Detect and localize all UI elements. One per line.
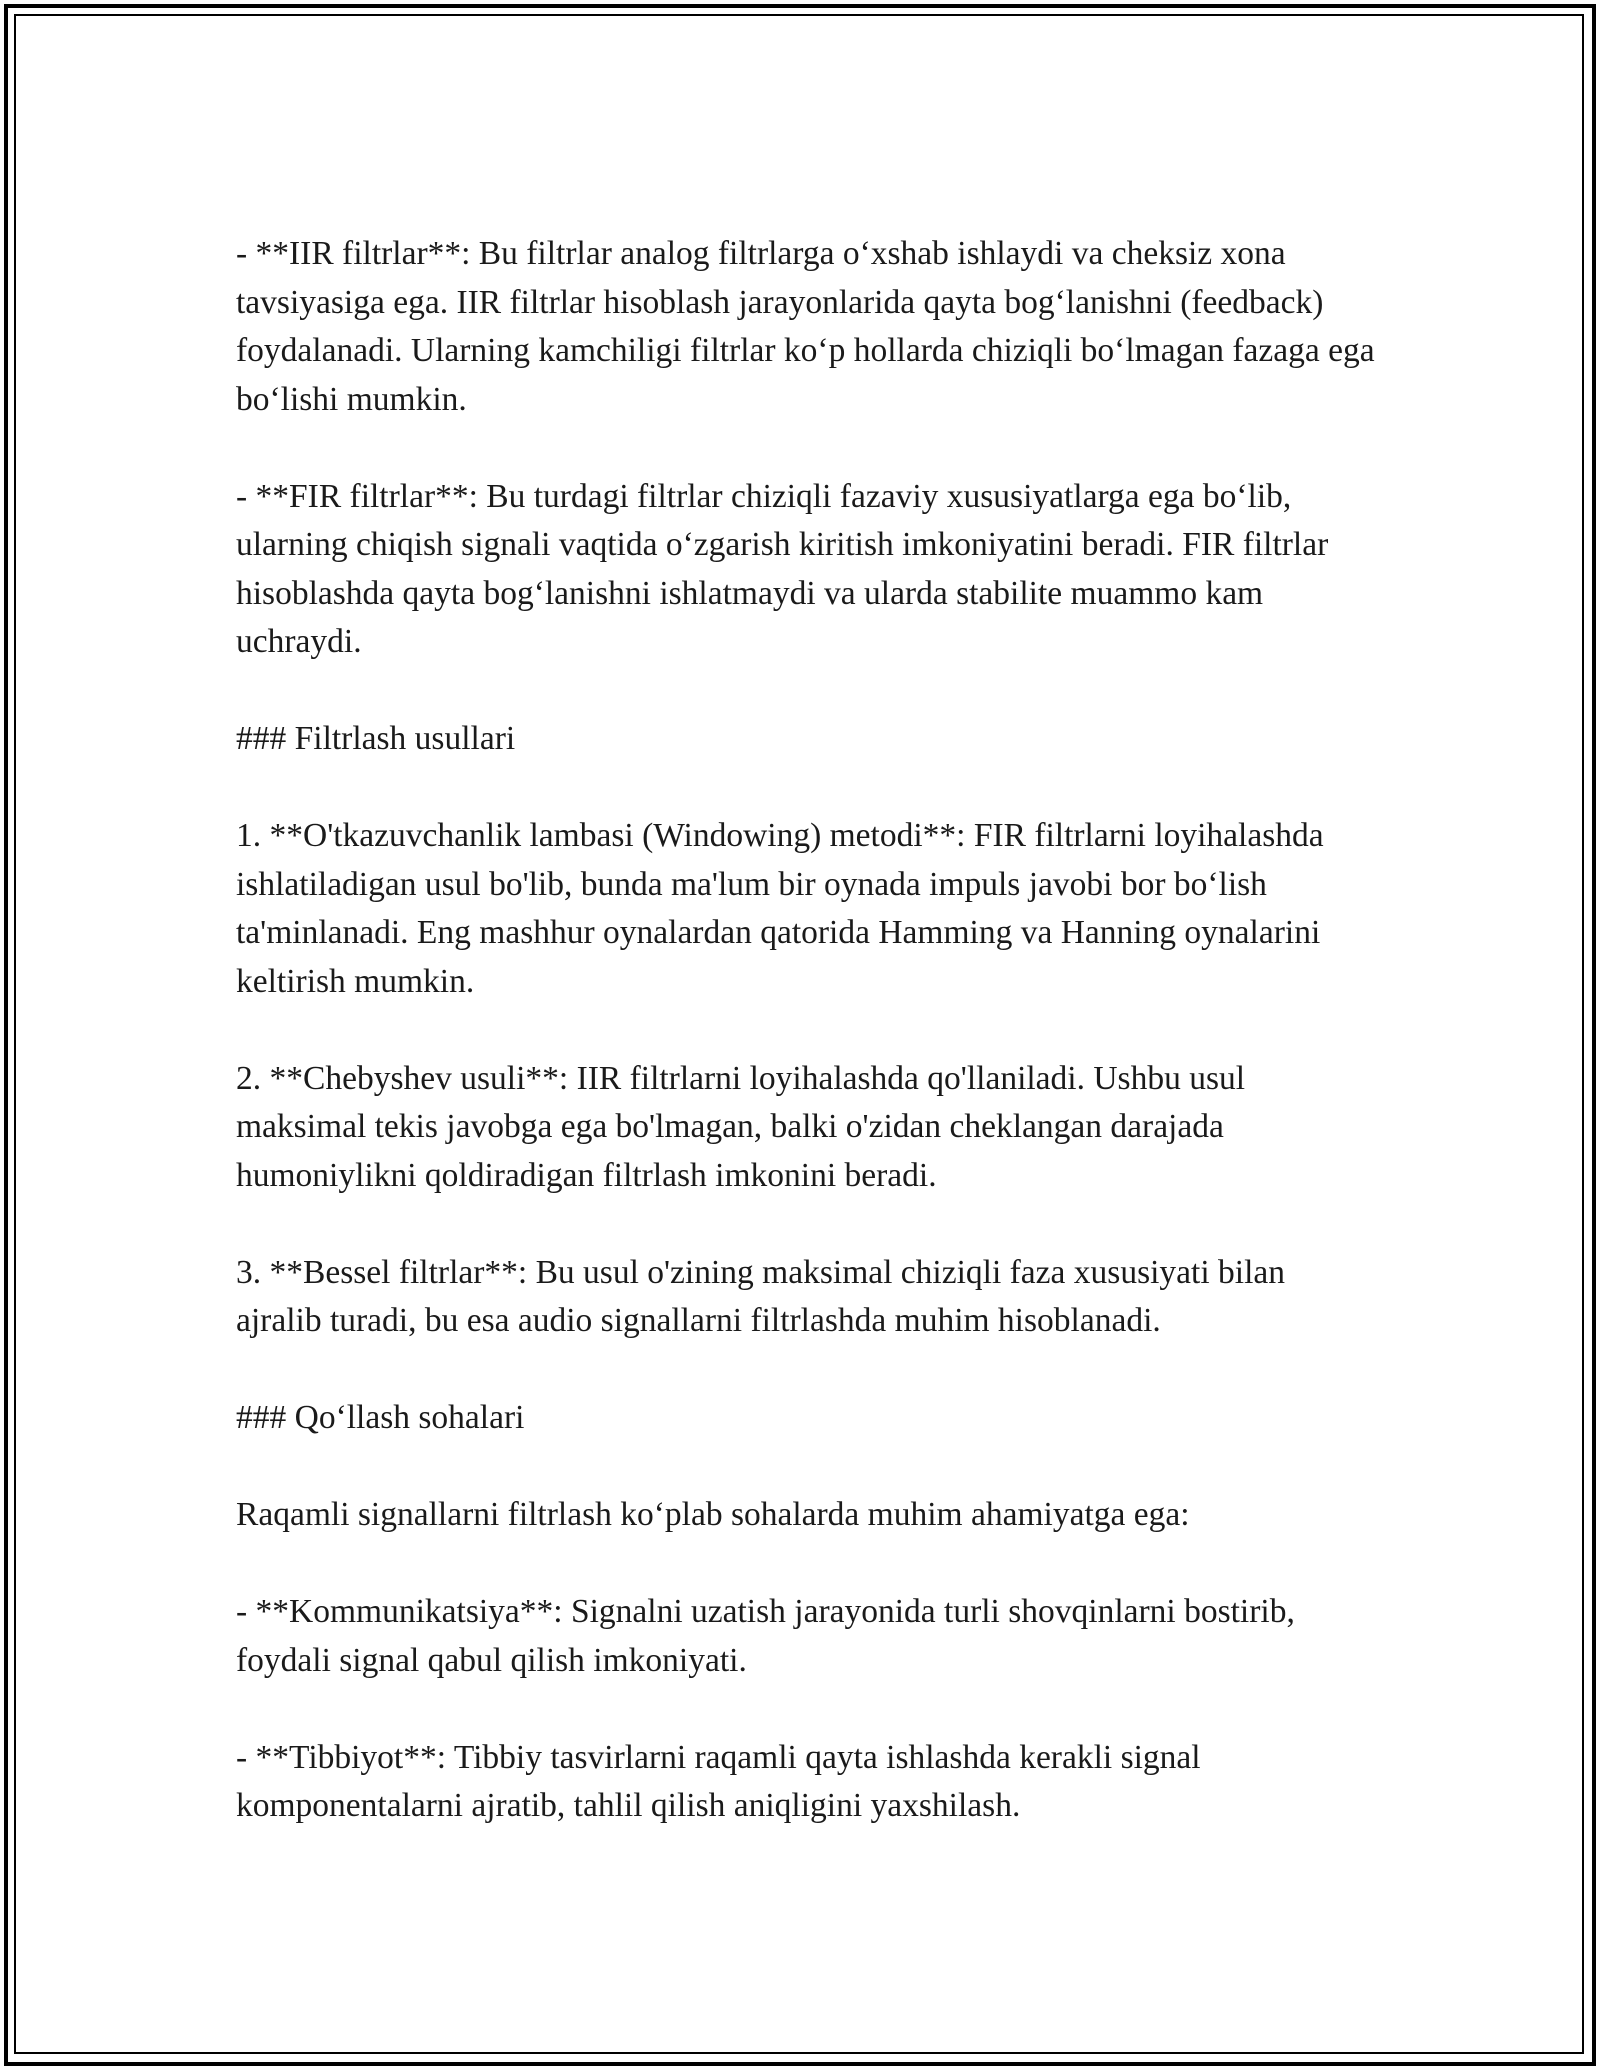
paragraph-bessel-filters: 3. **Bessel filtrlar**: Bu usul o'zining maksimal chiziqli faza xususiyati bilan ajralib turadi, bu esa audio signallarni filtrlashda muhim hisoblanadi. (236, 1253, 1286, 1339)
heading-application-areas: ### Qo‘llash sohalari (236, 1399, 525, 1436)
paragraph-medicine: - **Tibbiyot**: Tibbiy tasvirlarni raqamli qayta ishlashda kerakli signal komponentalarni ajratib, tahlil qilish aniqligini yaxshilash. (236, 1738, 1201, 1824)
paragraph-chebyshev-method: 2. **Chebyshev usuli**: IIR filtrlarni loyihalashda qo'llaniladi. Ushbu usul maksimal tekis javobga ega bo'lmagan, balki o'zidan cheklangan darajada humoniylikni qoldiradigan filtrlash imkonini beradi. (236, 1059, 1246, 1194)
paragraph-communication: - **Kommunikatsiya**: Signalni uzatish jarayonida turli shovqinlarni bostirib, foydali signal qabul qilish imkoniyati. (236, 1593, 1295, 1679)
document-body (236, 230, 1376, 1831)
heading-filtering-methods: ### Filtrlash usullari (236, 720, 516, 757)
paragraph-application-intro: Raqamli signallarni filtrlash ko‘plab sohalarda muhim ahamiyatga ega: (236, 1496, 1190, 1533)
paragraph-iir-filters: - **IIR filtrlar**: Bu filtrlar analog filtrlarga o‘xshab ishlaydi va cheksiz xona tavsiyasiga ega. IIR filtrlar hisoblash jarayonlarida qayta bog‘lanishni (feedback) foydalanadi. Ularning kamchiligi filtrlar ko‘p hollarda chiziqli bo‘lmagan fazaga ega bo‘lishi mumkin. (236, 235, 1375, 418)
paragraph-fir-filters: - **FIR filtrlar**: Bu turdagi filtrlar chiziqli fazaviy xususiyatlarga ega bo‘lib, ularning chiqish signali vaqtida o‘zgarish kiritish imkoniyatini beradi. FIR filtrlar hisoblashda qayta bog‘lanishni ishlatmaydi va ularda stabilite muammo kam uchraydi. (236, 477, 1329, 660)
paragraph-windowing-method: 1. **O'tkazuvchanlik lambasi (Windowing) metodi**: FIR filtrlarni loyihalashda ishlatiladigan usul bo'lib, bunda ma'lum bir oynada impuls javobi bor bo‘lish ta'minlanadi. Eng mashhur oynalardan qatorida Hamming va Hanning oynalarini keltirish mumkin. (236, 817, 1324, 1000)
